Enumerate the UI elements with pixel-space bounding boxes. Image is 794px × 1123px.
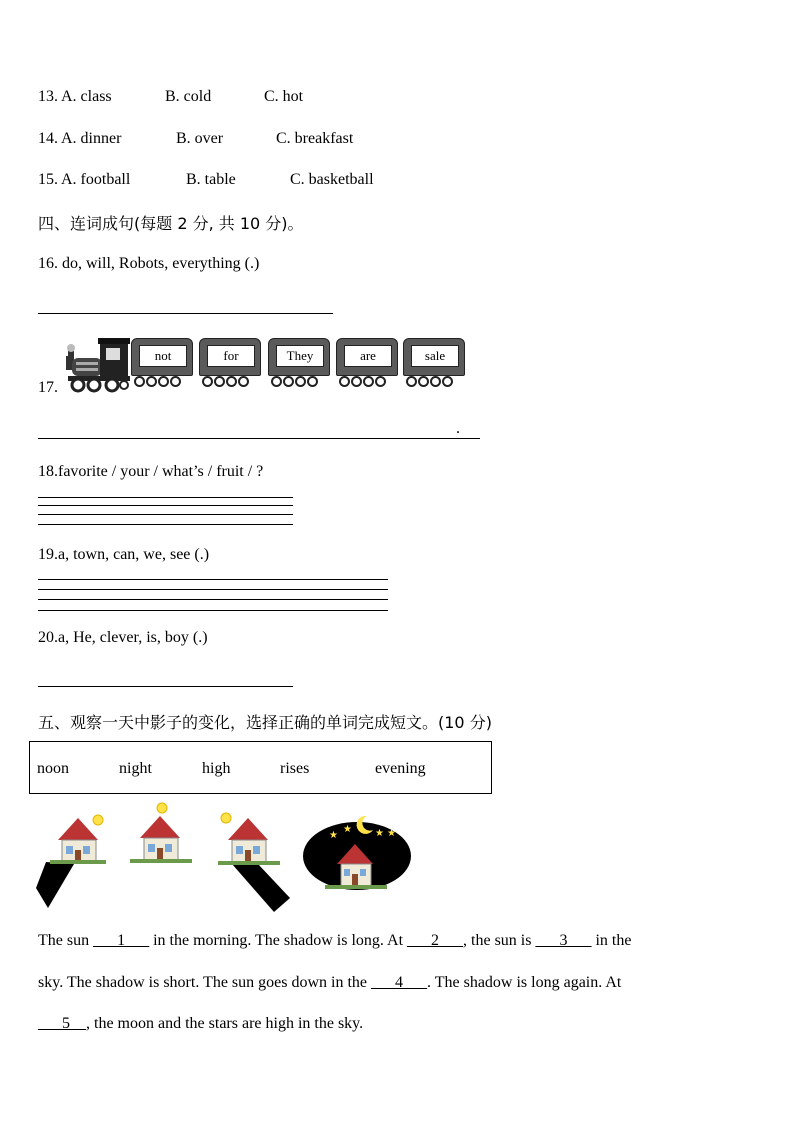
blank-3[interactable]: ___3___	[535, 932, 592, 949]
svg-text:★: ★	[387, 828, 396, 839]
writing-line[interactable]	[38, 514, 293, 515]
passage-text: The sun	[38, 932, 94, 949]
train-car	[131, 338, 193, 390]
train-word: for	[207, 345, 255, 367]
svg-text:★: ★	[329, 830, 338, 841]
train-car	[403, 338, 465, 390]
passage-text: sky. The shadow is short. The sun goes down in the	[38, 974, 372, 991]
writing-line[interactable]	[38, 505, 293, 506]
passage-text: . The shadow is long again. At	[427, 974, 622, 991]
q13-option-c: C. hot	[264, 88, 304, 105]
noon-house-icon	[126, 800, 206, 870]
q14-option-c: C. breakfast	[276, 130, 354, 147]
question-17-number: 17.	[38, 379, 58, 396]
question-18-prompt: 18.favorite / your / what’s / fruit / ?	[38, 463, 264, 480]
question-14	[38, 130, 438, 150]
blank-2[interactable]: ___2___	[407, 932, 464, 949]
word-bank	[29, 741, 492, 794]
passage-line-2	[38, 974, 758, 992]
locomotive-icon	[62, 334, 132, 394]
passage-text: in the morning. The shadow is long. At	[149, 932, 408, 949]
train-word: sale	[411, 345, 459, 367]
train-car	[268, 338, 330, 390]
question-16-prompt: 16. do, will, Robots, everything (.)	[38, 255, 260, 272]
question-15	[38, 171, 438, 191]
word-bank-item: evening	[375, 760, 426, 777]
writing-line[interactable]	[38, 610, 388, 611]
passage-text: , the sun is	[463, 932, 536, 949]
passage-text: , the moon and the stars are high in the sky.	[86, 1015, 364, 1032]
q13-number: 13.	[38, 88, 58, 105]
q14-number: 14.	[38, 130, 58, 147]
train-car	[336, 338, 398, 390]
passage-text: in the	[591, 932, 632, 949]
svg-text:★: ★	[375, 828, 384, 839]
passage-line-1	[38, 932, 758, 950]
train-word: They	[276, 345, 324, 367]
q15-option-b: B. table	[186, 171, 236, 188]
writing-line[interactable]	[38, 599, 388, 600]
section-5-heading: 五、观察一天中影子的变化，选择正确的单词完成短文。(10 分)	[38, 713, 492, 732]
question-19-prompt: 19.a, town, can, we, see (.)	[38, 546, 210, 563]
q13-option-b: B. cold	[165, 88, 212, 105]
blank-4[interactable]: ___4___	[371, 974, 428, 991]
word-bank-item: night	[119, 760, 152, 777]
question-20-prompt: 20.a, He, clever, is, boy (.)	[38, 629, 208, 646]
q14-option-b: B. over	[176, 130, 224, 147]
q15-number: 15.	[38, 171, 58, 188]
night-house-icon	[303, 812, 413, 894]
blank-1[interactable]: ___1___	[93, 932, 150, 949]
word-bank-item: rises	[280, 760, 310, 777]
answer-line[interactable]	[38, 438, 480, 439]
train-word: not	[139, 345, 187, 367]
q17-period: .	[456, 420, 460, 437]
passage-line-3	[38, 1015, 758, 1033]
section-4-heading: 四、连词成句(每题 2 分, 共 10 分)。	[38, 214, 304, 233]
answer-line[interactable]	[38, 313, 333, 314]
morning-house-icon	[36, 810, 116, 910]
svg-text:★: ★	[343, 824, 352, 835]
answer-line[interactable]	[38, 686, 293, 687]
writing-line[interactable]	[38, 579, 388, 580]
word-bank-item: high	[202, 760, 231, 777]
train-word: are	[344, 345, 392, 367]
q13-option-a: A. class	[61, 88, 112, 105]
writing-line[interactable]	[38, 497, 293, 498]
q15-option-c: C. basketball	[290, 171, 374, 188]
blank-5[interactable]: ___5__	[38, 1015, 86, 1032]
writing-line[interactable]	[38, 524, 293, 525]
train-car	[199, 338, 261, 390]
question-13	[38, 88, 438, 108]
writing-line[interactable]	[38, 589, 388, 590]
word-bank-item: noon	[37, 760, 69, 777]
q14-option-a: A. dinner	[61, 130, 122, 147]
evening-house-icon	[214, 810, 294, 914]
q15-option-a: A. football	[61, 171, 131, 188]
